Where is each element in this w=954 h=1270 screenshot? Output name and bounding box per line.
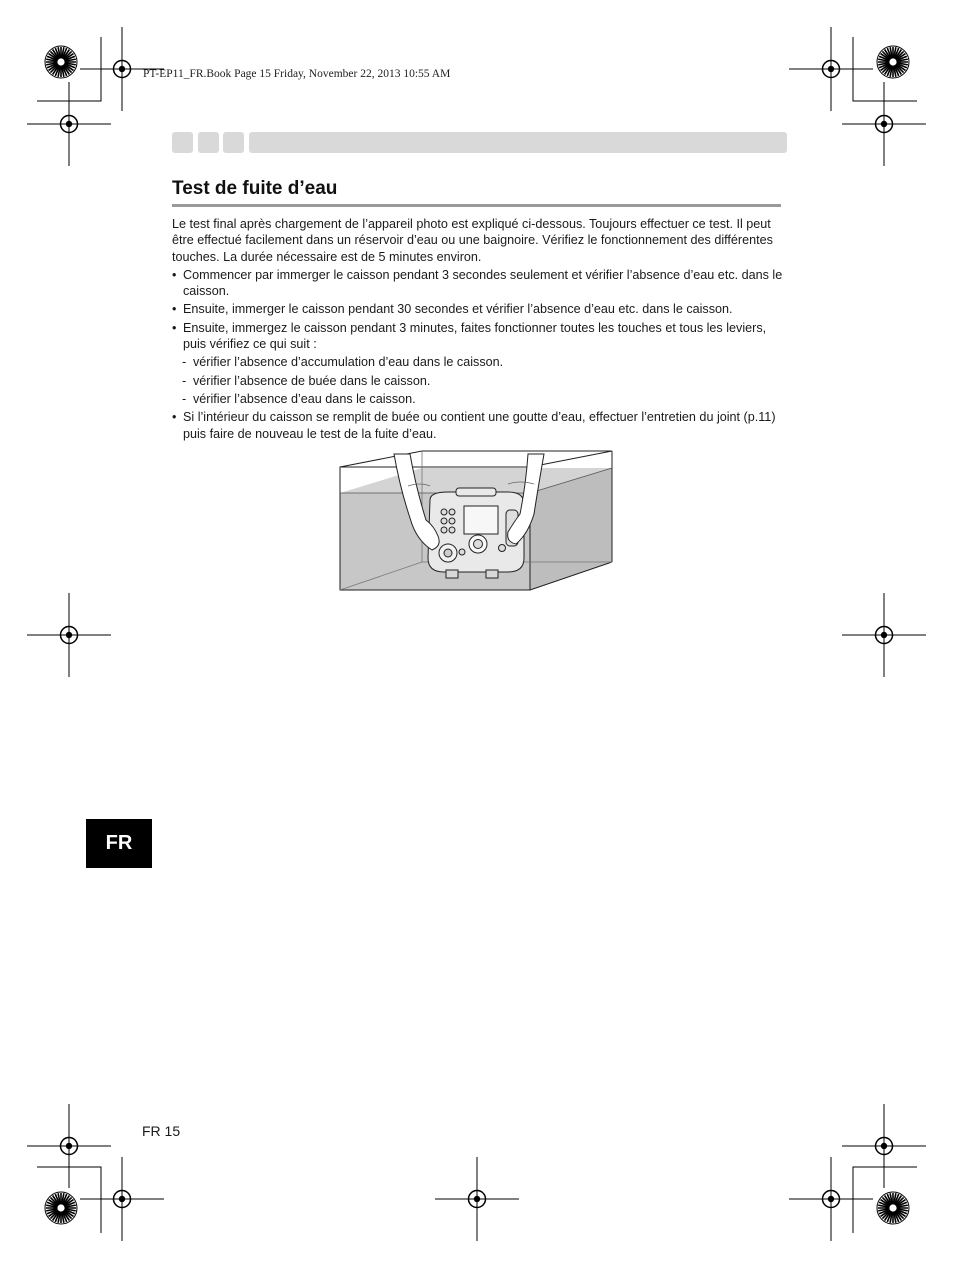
chapter-tab	[223, 132, 244, 153]
chapter-tab-bar	[172, 132, 787, 153]
chapter-tab	[172, 132, 193, 153]
page-number: FR 15	[142, 1123, 181, 1139]
section-title: Test de fuite d’eau	[172, 178, 338, 199]
list-item: • Ensuite, immergez le caisson pendant 3 minutes, faites fonctionner toutes les touches et tous les leviers, puis vérifiez ce qui suit :	[172, 320, 784, 353]
title-underline	[172, 204, 781, 207]
chapter-bar	[249, 132, 787, 153]
intro-paragraph: Le test final après chargement de l’appareil photo est expliqué ci-dessous. Toujours effectuer ce test. Il peut être effectué facilement dans un réservoir d’eau ou une baignoire. Vérifiez le fonctionnement des différentes touches. La durée nécessaire est de 5 minutes environ.	[172, 217, 773, 264]
sub-list-item: - vérifier l’absence d’eau dans le caisson.	[172, 391, 784, 407]
print-info-header: PT-EP11_FR.Book Page 15 Friday, November 22, 2013 10:55 AM	[143, 68, 451, 80]
list-item: • Commencer par immerger le caisson pendant 3 secondes seulement et vérifier l’absence d’eau etc. dans le caisson.	[172, 267, 784, 300]
sub-list-item: - vérifier l’absence d’accumulation d’eau dans le caisson.	[172, 354, 784, 370]
chapter-tab	[198, 132, 219, 153]
section-body	[172, 216, 784, 444]
sub-list-item: - vérifier l’absence de buée dans le caisson.	[172, 373, 784, 389]
list-item: • Si l’intérieur du caisson se remplit de buée ou contient une goutte d’eau, effectuer l’entretien du joint (p.11) puis faire de nouveau le test de la fuite d’eau.	[172, 409, 784, 442]
bullet-list	[172, 267, 784, 442]
list-item: • Ensuite, immerger le caisson pendant 30 secondes et vérifier l’absence d’eau etc. dans le caisson.	[172, 301, 784, 317]
water-tank-illustration	[338, 448, 616, 594]
language-tab: FR	[86, 819, 152, 868]
